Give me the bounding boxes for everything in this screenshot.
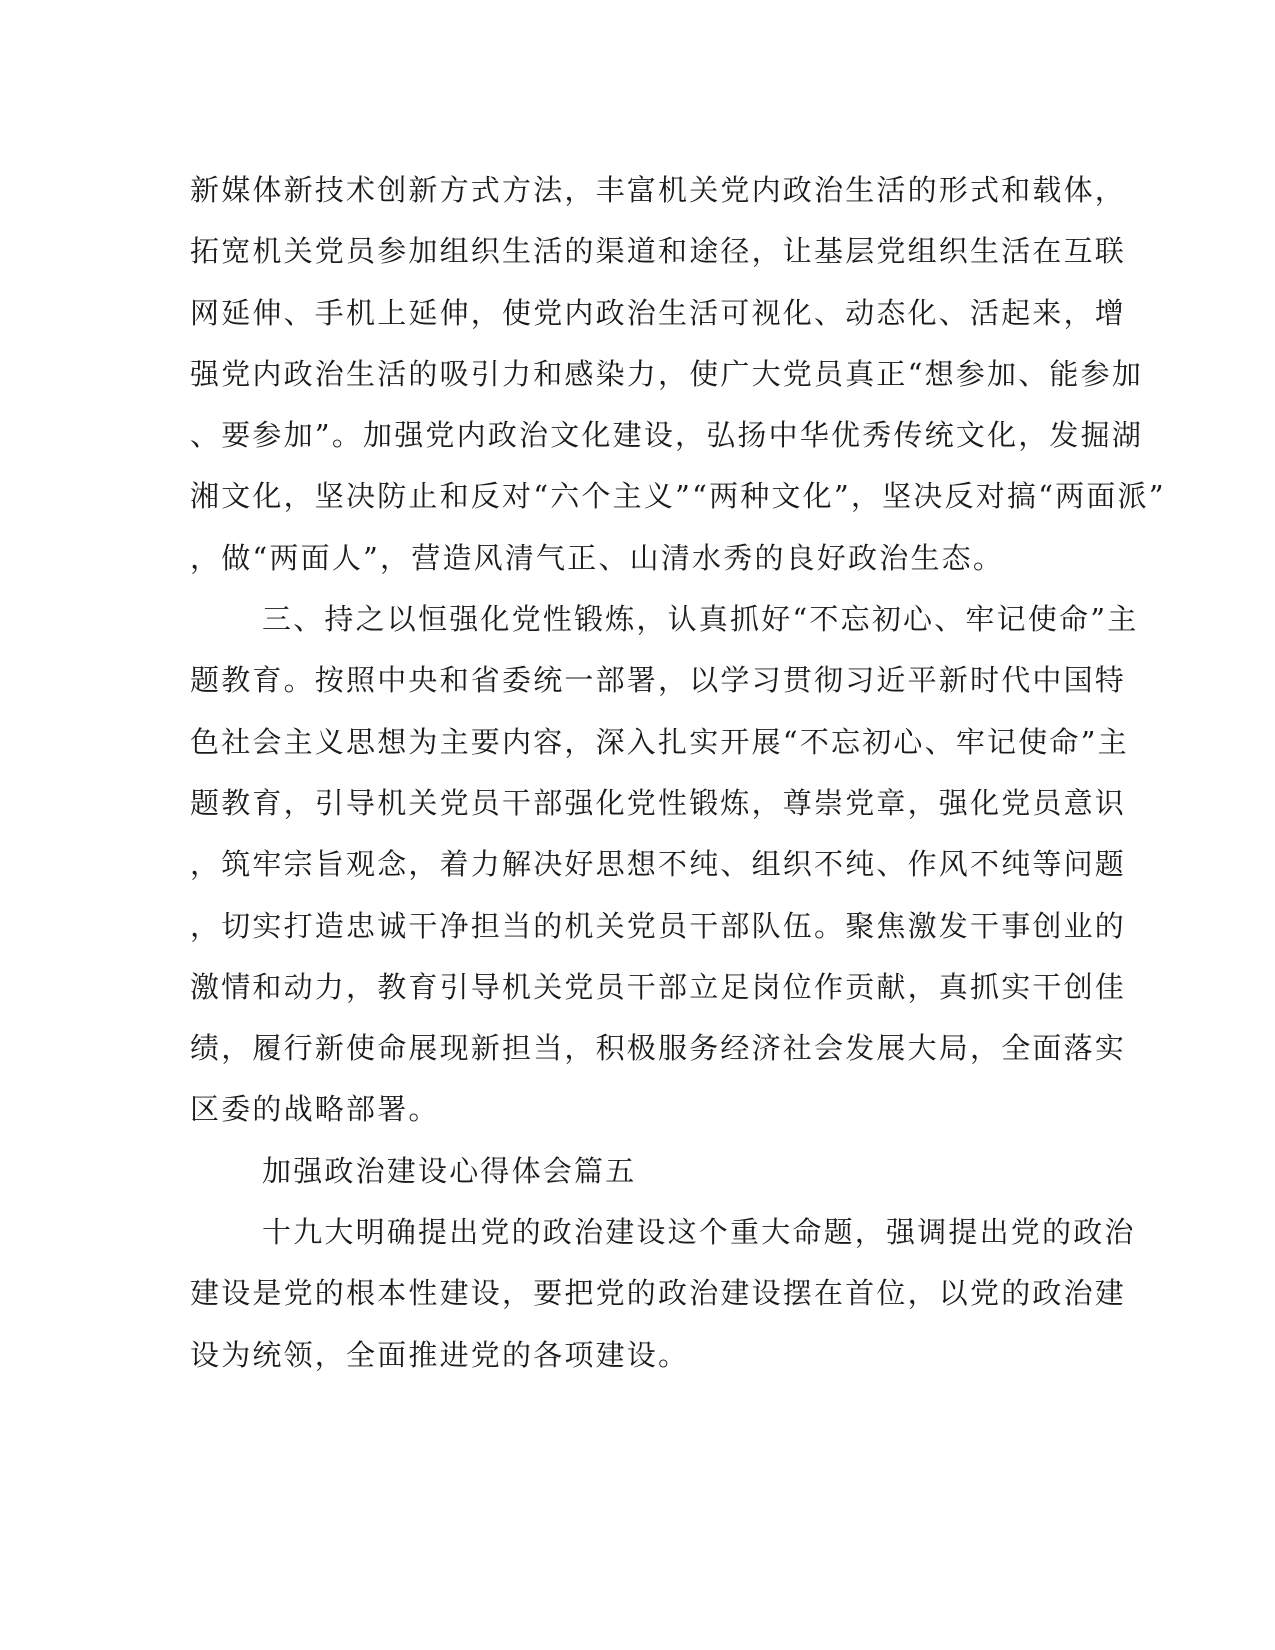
paragraph-line: ，做“两面人”，营造风清气正、山清水秀的良好政治生态。: [190, 540, 1005, 575]
paragraph-line: 网延伸、手机上延伸，使党内政治生活可视化、动态化、活起来，增: [190, 295, 1127, 330]
paragraph-line: 建设是党的根本性建设，要把党的政治建设摆在首位，以党的政治建: [190, 1276, 1127, 1311]
document-body: [190, 160, 1166, 1386]
paragraph-line: ，切实打造忠诚干净担当的机关党员干部队伍。聚焦激发干事创业的: [190, 908, 1127, 943]
paragraph-3: [190, 1202, 1136, 1386]
paragraph-line: 绩，履行新使命展现新担当，积极服务经济社会发展大局，全面落实: [190, 1031, 1127, 1066]
paragraph-line: 新媒体新技术创新方式方法，丰富机关党内政治生活的形式和载体，: [190, 173, 1127, 207]
paragraph-line: 区委的战略部署。: [190, 1092, 440, 1127]
paragraph-line: 强党内政治生活的吸引力和感染力，使广大党员真正“想参加、能参加: [190, 356, 1144, 391]
paragraph-line: 设为统领，全面推进党的各项建设。: [190, 1337, 690, 1372]
paragraph-line: 、要参加”。加强党内政治文化建设，弘扬中华优秀传统文化，发掘湖: [190, 418, 1144, 453]
paragraph-line: ，筑牢宗旨观念，着力解决好思想不纯、组织不纯、作风不纯等问题: [190, 847, 1127, 882]
paragraph-1: [190, 160, 1166, 589]
paragraph-line: 三、持之以恒强化党性锻炼，认真抓好“不忘初心、牢记使命”主: [262, 602, 1139, 637]
paragraph-line: 十九大明确提出党的政治建设这个重大命题，强调提出党的政治: [262, 1215, 1136, 1250]
section-title: 加强政治建设心得体会篇五: [262, 1153, 637, 1188]
paragraph-line: 题教育。按照中央和省委统一部署，以学习贯彻习近平新时代中国特: [190, 663, 1127, 698]
paragraph-line: 题教育，引导机关党员干部强化党性锻炼，尊崇党章，强化党员意识: [190, 785, 1127, 820]
paragraph-line: 拓宽机关党员参加组织生活的渠道和途径，让基层党组织生活在互联: [190, 234, 1127, 269]
paragraph-line: 激情和动力，教育引导机关党员干部立足岗位作贡献，真抓实干创佳: [190, 969, 1127, 1004]
paragraph-2: [190, 589, 1139, 1141]
paragraph-line: 色社会主义思想为主要内容，深入扎实开展“不忘初心、牢记使命”主: [190, 724, 1129, 759]
paragraph-line: 湘文化，坚决防止和反对“六个主义”“两种文化”，坚决反对搞“两面派”: [190, 479, 1166, 514]
